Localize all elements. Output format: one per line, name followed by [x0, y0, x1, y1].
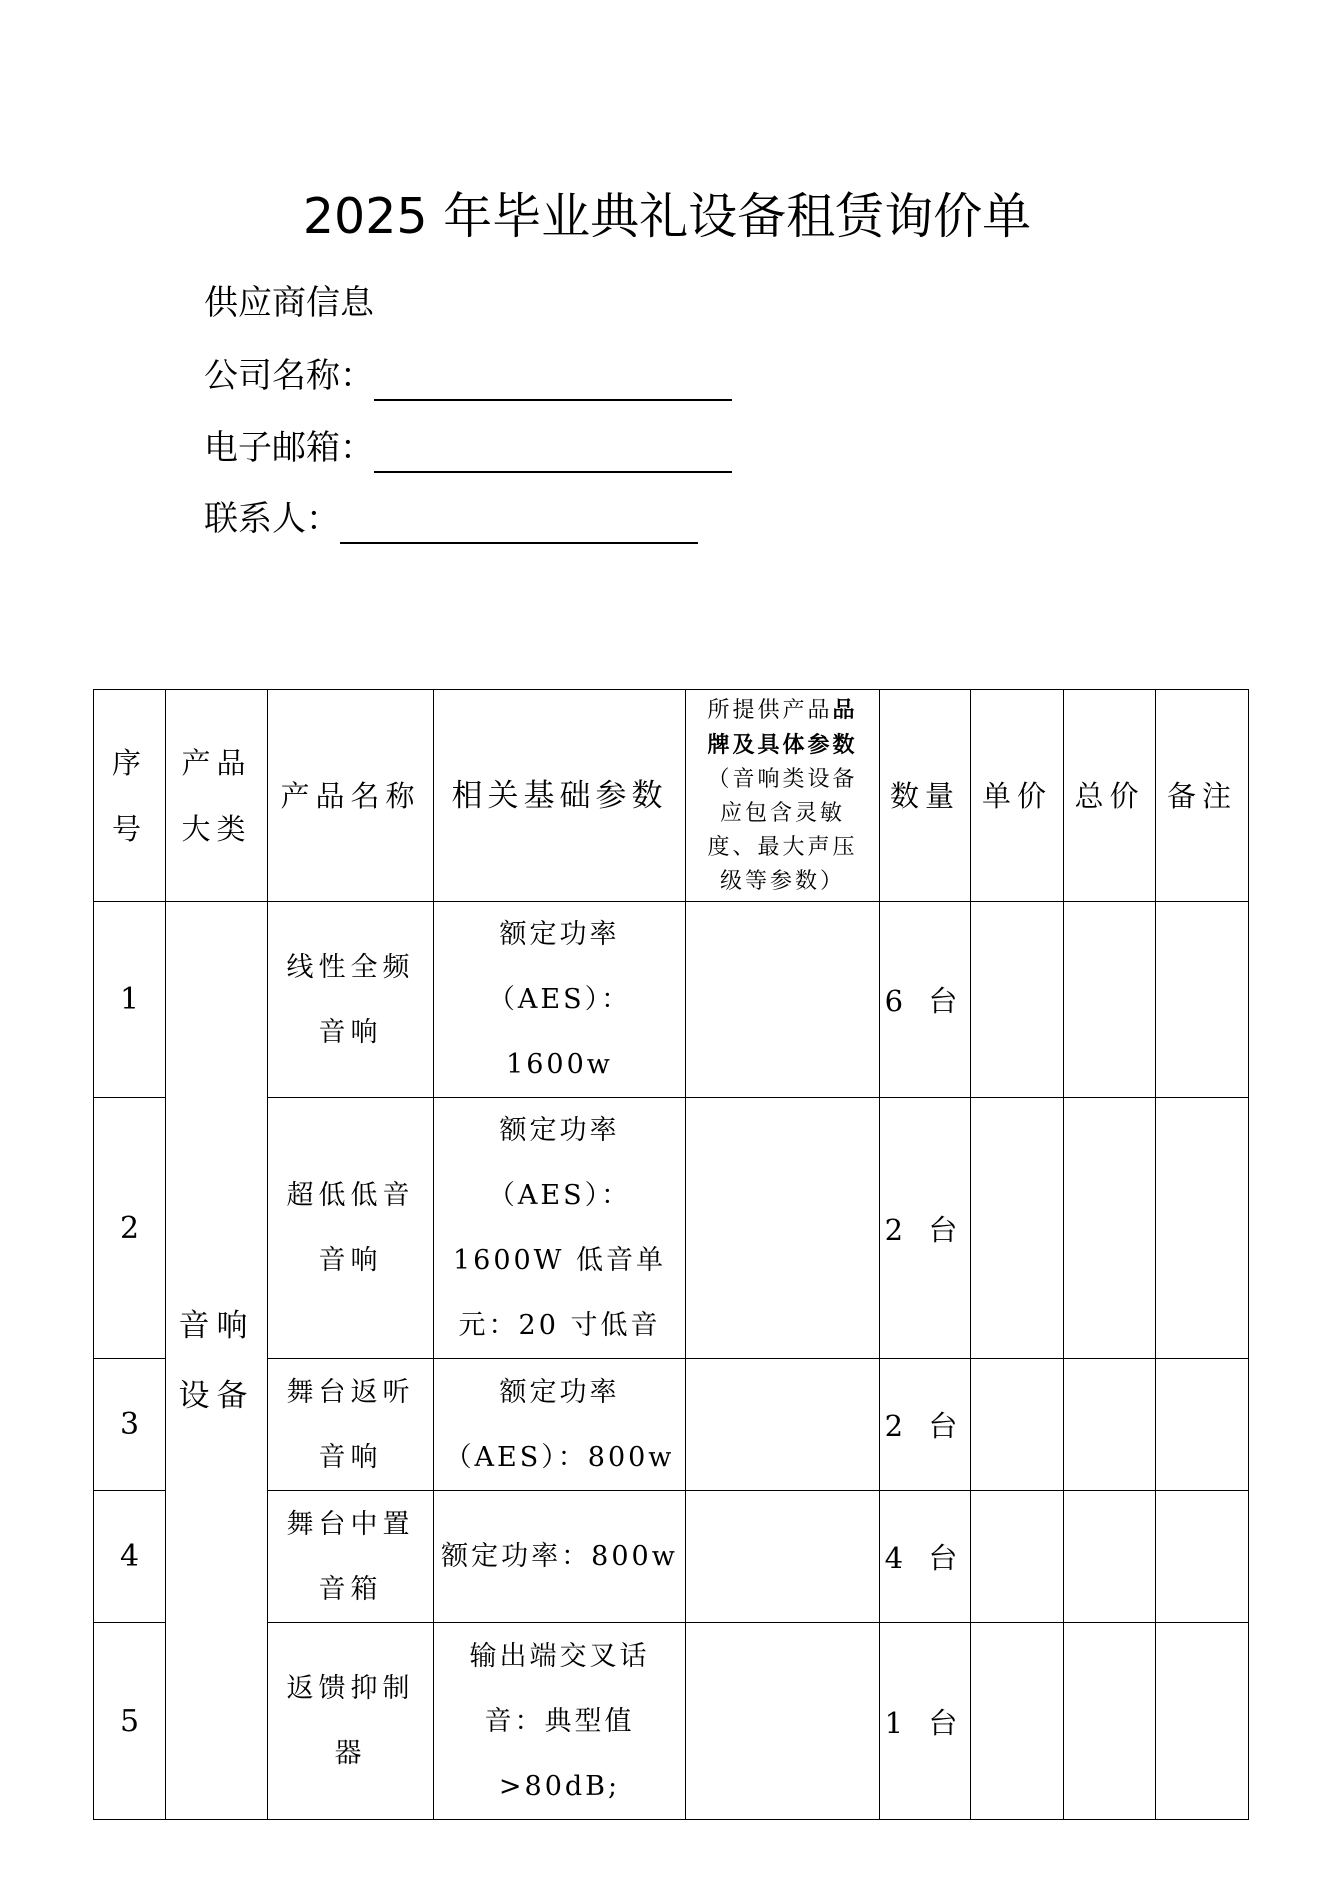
row-brand-input[interactable]	[686, 1359, 880, 1491]
contact-blank-line[interactable]	[340, 502, 698, 544]
header-brand-note: （音响类设备应包含灵敏度、最大声压级等参数）	[707, 766, 858, 894]
header-unit-price: 单价	[971, 690, 1064, 902]
table-row	[94, 1491, 1249, 1623]
row-name: 舞台中置音箱	[268, 1491, 434, 1623]
email-field-row	[204, 423, 732, 473]
row-name: 返馈抑制器	[268, 1623, 434, 1820]
row-name: 舞台返听音响	[268, 1359, 434, 1491]
document-title: 2025 年毕业典礼设备租赁询价单	[302, 188, 1032, 245]
company-field-row	[204, 351, 732, 401]
header-total: 总价	[1064, 690, 1156, 902]
row-name: 超低低音音响	[268, 1098, 434, 1359]
row-unit-price-input[interactable]	[971, 1098, 1064, 1359]
row-brand-input[interactable]	[686, 1491, 880, 1623]
row-seq: 1	[94, 902, 166, 1098]
row-total-input[interactable]	[1064, 1098, 1156, 1359]
category-cell: 音响设备	[166, 902, 268, 1820]
row-remark-input[interactable]	[1156, 1098, 1249, 1359]
table-row	[94, 902, 1249, 1098]
row-total-input[interactable]	[1064, 1491, 1156, 1623]
row-params: 额定功率（AES）：1600w	[434, 902, 686, 1098]
table-row	[94, 1623, 1249, 1820]
row-qty: 2 台	[880, 1359, 971, 1491]
header-brand-prefix: 所提供产品	[707, 697, 833, 723]
row-total-input[interactable]	[1064, 902, 1156, 1098]
row-name: 线性全频音响	[268, 902, 434, 1098]
row-qty: 2 台	[880, 1098, 971, 1359]
row-qty: 6 台	[880, 902, 971, 1098]
row-remark-input[interactable]	[1156, 902, 1249, 1098]
row-seq: 3	[94, 1359, 166, 1491]
row-params: 额定功率：800w	[434, 1491, 686, 1623]
contact-label: 联系人：	[204, 499, 340, 539]
table-row	[94, 1359, 1249, 1491]
header-remark: 备注	[1156, 690, 1249, 902]
table-row	[94, 1098, 1249, 1359]
row-brand-input[interactable]	[686, 902, 880, 1098]
row-remark-input[interactable]	[1156, 1491, 1249, 1623]
supplier-heading-text: 供应商信息	[204, 283, 374, 323]
row-brand-input[interactable]	[686, 1623, 880, 1820]
row-params: 额定功率（AES）：800w	[434, 1359, 686, 1491]
email-blank-line[interactable]	[374, 431, 732, 473]
header-seq: 序号	[94, 690, 166, 902]
row-qty: 4 台	[880, 1491, 971, 1623]
header-name: 产品名称	[268, 690, 434, 902]
header-category: 产品大类	[166, 690, 268, 902]
row-brand-input[interactable]	[686, 1098, 880, 1359]
row-remark-input[interactable]	[1156, 1359, 1249, 1491]
company-label: 公司名称：	[204, 356, 374, 396]
quote-table	[93, 689, 1249, 1820]
row-total-input[interactable]	[1064, 1623, 1156, 1820]
row-params: 额定功率（AES）：1600W 低音单元：20 寸低音	[434, 1098, 686, 1359]
header-params: 相关基础参数	[434, 690, 686, 902]
row-qty: 1 台	[880, 1623, 971, 1820]
row-seq: 2	[94, 1098, 166, 1359]
row-seq: 4	[94, 1491, 166, 1623]
company-blank-line[interactable]	[374, 359, 732, 401]
row-unit-price-input[interactable]	[971, 902, 1064, 1098]
email-label: 电子邮箱：	[204, 428, 374, 468]
row-unit-price-input[interactable]	[971, 1623, 1064, 1820]
header-brand	[686, 690, 880, 902]
table-header-row	[94, 690, 1249, 902]
row-unit-price-input[interactable]	[971, 1359, 1064, 1491]
supplier-heading	[204, 278, 374, 328]
header-brand-bold: 品牌及具体参数	[707, 696, 858, 758]
row-remark-input[interactable]	[1156, 1623, 1249, 1820]
row-total-input[interactable]	[1064, 1359, 1156, 1491]
row-seq: 5	[94, 1623, 166, 1820]
row-params: 输出端交叉话音：典型值>80dB;	[434, 1623, 686, 1820]
header-qty: 数量	[880, 690, 971, 902]
row-unit-price-input[interactable]	[971, 1491, 1064, 1623]
contact-field-row	[204, 494, 698, 544]
